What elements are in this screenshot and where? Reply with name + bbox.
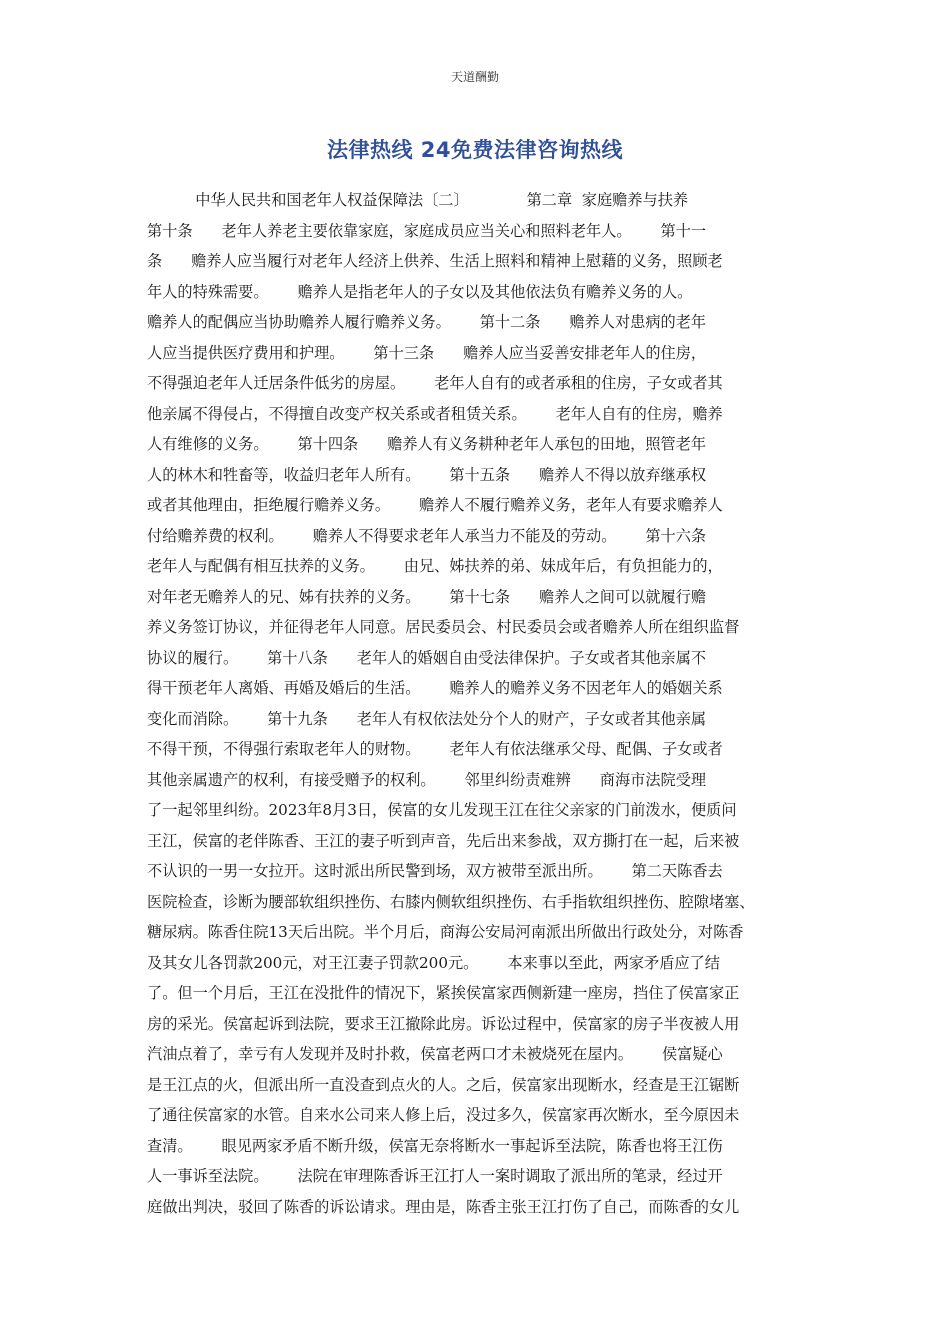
body-line-text: 人一事诉至法院。 法院在审理陈香诉王江打人一案时调取了派出所的笔录，经过开 xyxy=(147,1167,723,1185)
body-line xyxy=(147,734,809,765)
body-line xyxy=(147,216,809,247)
body-line-text: 变化而消除。 第十九条 老年人有权依法处分个人的财产，子女或者其他亲属 xyxy=(147,709,707,728)
body-line xyxy=(147,1039,809,1070)
body-line-text: 了通往侯富家的水管。自来水公司来人修上后，没过多久，侯富家再次断水，至今原因未 xyxy=(147,1106,740,1124)
body-line-text: 得干预老年人离婚、再婚及婚后的生活。 赡养人的赡养义务不因老年人的婚姻关系 xyxy=(147,679,723,697)
body-line-text: 王江，侯富的老伴陈香、王江的妻子听到声音，先后出来参战，双方撕打在一起，后来被 xyxy=(147,831,740,850)
body-line-text: 不得强迫老年人迁居条件低劣的房屋。 老年人自有的或者承租的住房，子女或者其 xyxy=(147,374,723,392)
body-line xyxy=(147,460,809,491)
body-line xyxy=(147,643,809,674)
document-body xyxy=(147,185,809,1222)
body-line xyxy=(147,1131,809,1162)
body-line xyxy=(147,765,809,796)
body-line xyxy=(147,612,809,643)
body-line xyxy=(147,948,809,979)
body-line-text: 医院检查，诊断为腰部软组织挫伤、右膝内侧软组织挫伤、右手指软组织挫伤、腔隙堵塞、 xyxy=(147,892,755,911)
body-line xyxy=(147,490,809,521)
body-line-text: 条 赡养人应当履行对老年人经济上供养、生活上照料和精神上慰藉的义务，照顾老 xyxy=(147,252,723,270)
body-line-text: 协议的履行。 第十八条 老年人的婚姻自由受法律保护。子女或者其他亲属不 xyxy=(147,648,707,667)
body-line-text: 他亲属不得侵占，不得擅自改变产权关系或者租赁关系。 老年人自有的住房，赡养 xyxy=(147,404,723,423)
body-line xyxy=(147,917,809,948)
body-line xyxy=(147,856,809,887)
body-line xyxy=(147,1192,809,1223)
body-line xyxy=(147,673,809,704)
body-line-text: 人应当提供医疗费用和护理。 第十三条 赡养人应当妥善安排老年人的住房， xyxy=(147,343,707,362)
body-line xyxy=(147,704,809,735)
body-line xyxy=(147,978,809,1009)
body-line-text: 及其女儿各罚款200元，对王江妻子罚款200元。 本来事以至此，两家矛盾应了结 xyxy=(147,953,720,972)
body-line xyxy=(147,887,809,918)
body-line xyxy=(147,399,809,430)
body-line xyxy=(147,246,809,277)
body-line-text: 赡养人的配偶应当协助赡养人履行赡养义务。 第十二条 赡养人对患病的老年 xyxy=(147,313,707,331)
body-line-text: 人有维修的义务。 第十四条 赡养人有义务耕种老年人承包的田地，照管老年 xyxy=(147,435,707,453)
page-header: 天道酬勤 xyxy=(450,70,499,84)
body-line xyxy=(147,185,809,216)
body-line xyxy=(147,368,809,399)
body-line-text: 其他亲属遗产的权利，有接受赠予的权利。 邻里纠纷责难辨 商海市法院受理 xyxy=(147,770,707,789)
body-line-text: 第十条 老年人养老主要依靠家庭，家庭成员应当关心和照料老年人。 第十一 xyxy=(147,221,707,240)
body-line-text: 对年老无赡养人的兄、姊有扶养的义务。 第十七条 赡养人之间可以就履行赡 xyxy=(147,587,707,606)
body-line-text: 年人的特殊需要。 赡养人是指老年人的子女以及其他依法负有赡养义务的人。 xyxy=(147,282,693,301)
body-line-text: 付给赡养费的权利。 赡养人不得要求老年人承当力不能及的劳动。 第十六条 xyxy=(147,526,707,545)
body-line-text: 汽油点着了，幸亏有人发现并及时扑救，侯富老两口才未被烧死在屋内。 侯富疑心 xyxy=(147,1045,723,1063)
body-line xyxy=(147,1161,809,1192)
body-line xyxy=(147,521,809,552)
body-line-text: 养义务签订协议，并征得老年人同意。居民委员会、村民委员会或者赡养人所在组织监督 xyxy=(147,618,740,636)
body-line xyxy=(147,582,809,613)
body-line-text: 了一起邻里纠纷。2023年8月3日，侯富的女儿发现王江在往父亲家的门前泼水，便质问 xyxy=(147,801,737,819)
body-line xyxy=(147,1009,809,1040)
body-line-text: 庭做出判决，驳回了陈香的诉讼请求。理由是，陈香主张王江打伤了自己，而陈香的女儿 xyxy=(147,1197,740,1216)
body-line xyxy=(147,1070,809,1101)
body-line xyxy=(147,429,809,460)
body-line xyxy=(147,551,809,582)
body-line-text: 人的林木和牲畜等，收益归老年人所有。 第十五条 赡养人不得以放弃继承权 xyxy=(147,465,707,484)
body-line xyxy=(147,277,809,308)
body-line-text: 了。但一个月后，王江在没批件的情况下，紧挨侯富家西侧新建一座房，挡住了侯富家正 xyxy=(147,984,740,1002)
body-line-text: 查清。 眼见两家矛盾不断升级，侯富无奈将断水一事起诉至法院，陈香也将王江伤 xyxy=(147,1136,723,1155)
body-line xyxy=(147,1100,809,1131)
body-line xyxy=(147,307,809,338)
body-line xyxy=(147,826,809,857)
body-line-text: 中华人民共和国老年人权益保障法〔二〕 第二章 家庭赡养与扶养 xyxy=(147,191,689,209)
body-line-text: 不认识的一男一女拉开。这时派出所民警到场，双方被带至派出所。 第二天陈香去 xyxy=(147,862,723,880)
body-line-text: 老年人与配偶有相互扶养的义务。 由兄、姊扶养的弟、妹成年后，有负担能力的， xyxy=(147,557,723,575)
body-line-text: 房的采光。侯富起诉到法院，要求王江撤除此房。诉讼过程中，侯富家的房子半夜被人用 xyxy=(147,1014,740,1033)
body-line-text: 不得干预，不得强行索取老年人的财物。 老年人有依法继承父母、配偶、子女或者 xyxy=(147,740,723,758)
document-title: 法律热线 24免费法律咨询热线 xyxy=(326,138,624,162)
body-line-text: 糖尿病。陈香住院13天后出院。半个月后，商海公安局河南派出所做出行政处分，对陈香 xyxy=(147,923,744,941)
body-line-text: 是王江点的火，但派出所一直没查到点火的人。之后，侯富家出现断水，经查是王江锯断 xyxy=(147,1075,740,1094)
body-line-text: 或者其他理由，拒绝履行赡养义务。 赡养人不履行赡养义务，老年人有要求赡养人 xyxy=(147,496,723,514)
body-line xyxy=(147,338,809,369)
body-line xyxy=(147,795,809,826)
